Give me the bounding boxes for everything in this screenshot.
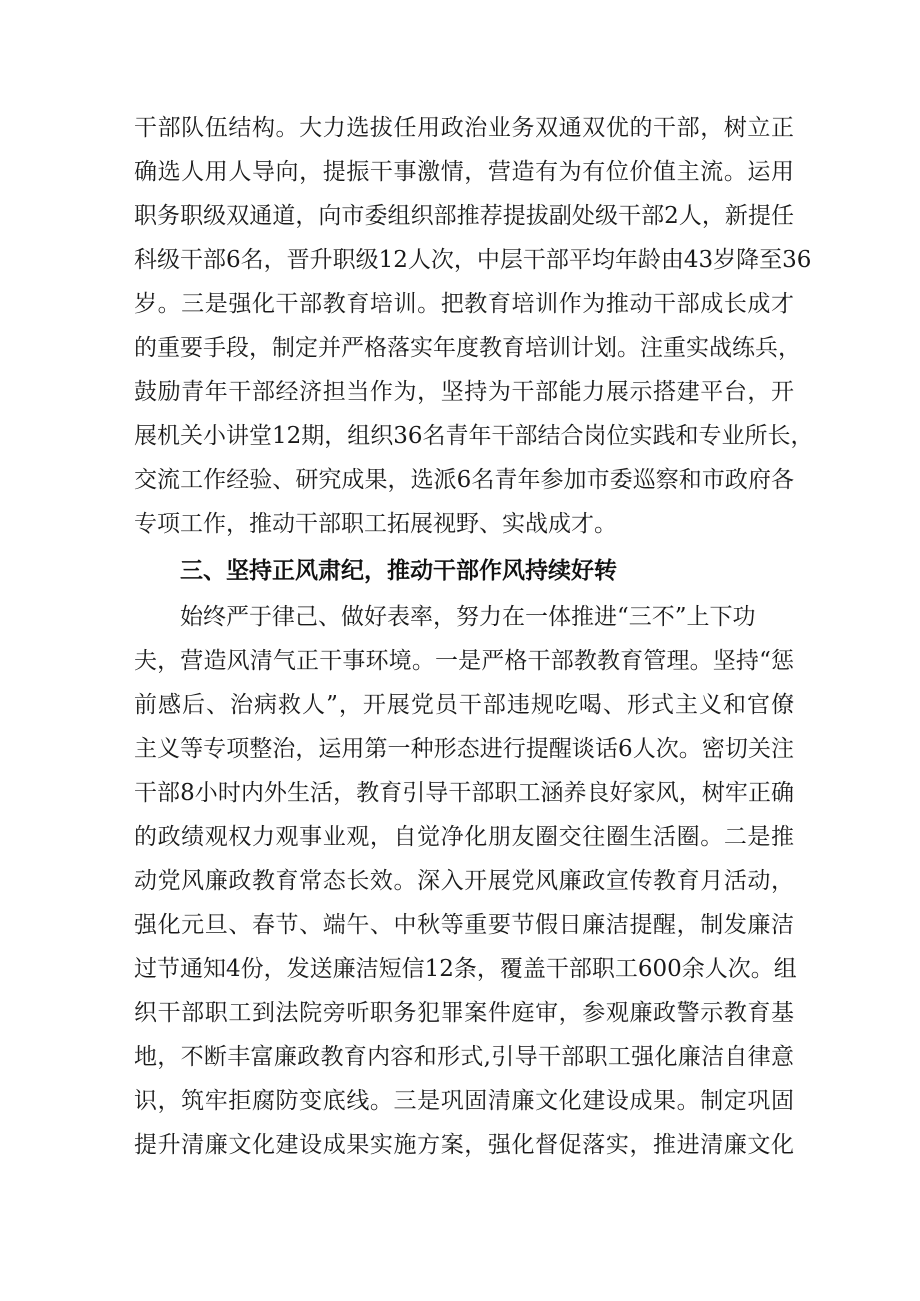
text-line: 干部队伍结构。大力选拔任用政治业务双通双优的干部，树立正 xyxy=(134,115,794,141)
section-heading: 三、坚持正风肃纪，推动干部作风持续好转 xyxy=(180,558,617,584)
text-line: 夫，营造风清气正干事环境。一是严格干部教教育管理。坚持“惩 xyxy=(134,648,794,674)
text-line-indented: 始终严于律己、做好表率，努力在一体推进“三不”上下功 xyxy=(180,604,756,630)
text-line: 强化元旦、春节、端午、中秋等重要节假日廉洁提醒，制发廉洁 xyxy=(134,912,794,938)
text-line: 地，不断丰富廉政教育内容和形式,引导干部职工强化廉洁自律意 xyxy=(134,1044,794,1070)
text-line: 科级干部6名，晋升职级12人次，中层干部平均年龄由43岁降至36 xyxy=(134,247,812,273)
text-line: 专项工作，推动干部职工拓展视野、实战成才。 xyxy=(134,511,617,537)
text-line: 确选人用人导向，提振干事激情，营造有为有位价值主流。运用 xyxy=(134,159,794,185)
text-line: 职务职级双通道，向市委组织部推荐提拔副处级干部2人，新提任 xyxy=(134,203,794,229)
paragraph-cadre-structure xyxy=(134,106,814,546)
text-line: 主义等专项整治，运用第一种形态进行提醒谈话6人次。密切关注 xyxy=(134,736,794,762)
text-line: 干部8小时内外生活，教育引导干部职工涵养良好家风，树牢正确 xyxy=(134,780,794,806)
text-line: 的重要手段，制定并严格落实年度教育培训计划。注重实战练兵， xyxy=(134,335,801,361)
text-line: 织干部职工到法院旁听职务犯罪案件庭审，参观廉政警示教育基 xyxy=(134,1000,794,1026)
text-line: 前感后、治病救人”，开展党员干部违规吃喝、形式主义和官僚 xyxy=(134,692,794,718)
text-line: 岁。三是强化干部教育培训。把教育培训作为推动干部成长成才 xyxy=(134,291,794,317)
text-line: 动党风廉政教育常态长效。深入开展党风廉政宣传教育月活动， xyxy=(134,868,794,894)
text-line: 鼓励青年干部经济担当作为，坚持为干部能力展示搭建平台，开 xyxy=(134,379,794,405)
text-line: 的政绩观权力观事业观，自觉净化朋友圈交往圈生活圈。二是推 xyxy=(134,824,794,850)
text-line: 过节通知4份，发送廉洁短信12条，覆盖干部职工600余人次。组 xyxy=(134,956,797,982)
text-line: 提升清廉文化建设成果实施方案，强化督促落实，推进清廉文化 xyxy=(134,1132,794,1158)
text-line: 交流工作经验、研究成果，选派6名青年参加市委巡察和市政府各 xyxy=(134,467,794,493)
paragraph-discipline xyxy=(134,595,797,1167)
text-line: 识，筑牢拒腐防变底线。三是巩固清廉文化建设成果。制定巩固 xyxy=(134,1088,794,1114)
text-line: 展机关小讲堂12期，组织36名青年干部结合岗位实践和专业所长， xyxy=(134,423,814,449)
